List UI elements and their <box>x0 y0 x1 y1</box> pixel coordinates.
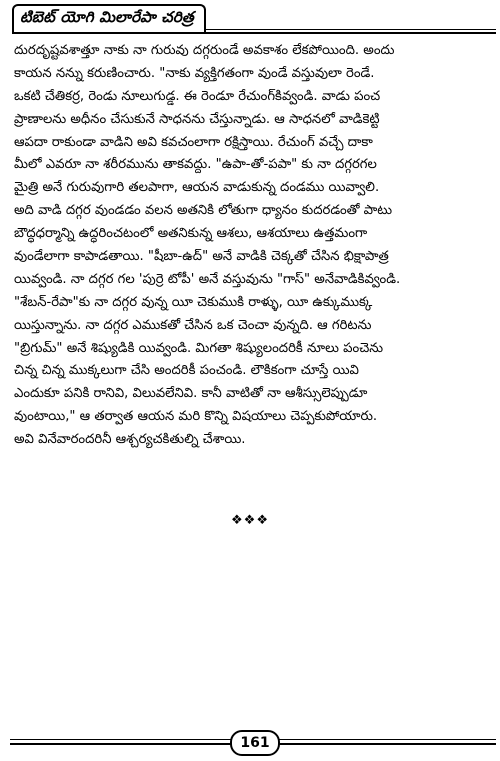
text-line: బౌద్ధధర్మాన్ని ఉద్ధరించటంలో అతనికున్న ఆశలు, ఆశయాలు ఉత్తమంగా <box>14 226 368 242</box>
text-line: కాయన నన్ను కరుణించారు. "నాకు వ్యక్తిగతంగా వుండే వస్తువులా రెండే. <box>14 65 375 81</box>
running-title-box <box>12 4 206 32</box>
text-line: "శేబన్-రేపా"కు నా దగ్గర వున్న యీ చెకుముకి రాళ్ళు, యీ ఉక్కుముక్క <box>14 294 373 310</box>
text-line: మైత్రి అనే గురువుగారి తలపాగా, ఆయన వాడుకున్న దండము యివ్వాలి. <box>14 180 380 196</box>
text-line: వుంటాయి," ఆ తర్వాత ఆయన మరి కొన్ని విషయాలు చెప్పకుపోయారు. <box>14 409 378 425</box>
text-line: "బ్రిగుమ్" అనే శిష్యుడికి యివ్వండి. మిగతా శిష్యులందరికీ నూలు పంచెను <box>14 340 384 356</box>
text-line: చిన్న చిన్న ముక్కలుగా చేసి అందరికీ పంచండి. లౌకికంగా చూస్తే యివి <box>14 363 359 379</box>
page-footer <box>10 730 496 754</box>
text-line: అవి వినేవారందరినీ ఆశ్చర్యచకితుల్ని చేశాయి. <box>14 432 246 448</box>
text-line: మీలో ఎవరూ నా శరీరమును తాకవద్దు. "ఉపా-తో-పపా" కు నా దగ్గరగల <box>14 157 377 173</box>
text-line: అది వాడి దగ్గర వుండడం వలన అతనికి లోతుగా ధ్యానం కుదరడంతో పాటు <box>14 203 393 219</box>
text-line: ఎందుకూ పనికి రానివి, విలువలేనివి. కానీ వాటితో నా ఆశీస్సులెప్పుడూ <box>14 386 368 402</box>
text-line: ప్రాణాలను అధీనం చేసుకునే సాధనను చేస్తున్నాడు. ఆ సాధనలో వాడికెట్టి <box>14 111 380 127</box>
text-line: ఆపదా రాకుండా వాడిని అవి కవచంలాగా రక్షిస్తాయి. రేచుంగ్ వచ్చే దాకా <box>14 134 373 150</box>
page-number: 161 <box>240 735 270 751</box>
header-rule-thick <box>12 32 496 34</box>
text-line: ఒకటి చేతికర్ర, రెండు నూలుగుడ్డ. ఈ రెండూ రేచుంగ్‌కివ్వండి. వాడు పంచ <box>14 88 381 104</box>
page-number-box <box>230 730 280 756</box>
section-end-ornament: ❖❖❖ <box>231 513 269 528</box>
text-line: దురదృష్టవశాత్తూ నాకు నా గురువు దగ్గరుండే అవకాశం లేకపోయింది. అందు <box>14 43 395 58</box>
body-text <box>14 40 488 452</box>
running-title: టిబెట్ యోగి మిలారేపా చరిత్ర <box>20 8 194 26</box>
page-header <box>12 0 496 36</box>
text-line: వుండేలాగా కాపాడతాయి. "షీబా-ఉద్" అనే వాడికి చెక్కతో చేసిన భిక్షాపాత్ర <box>14 249 389 265</box>
text-line: యివ్వండి. నా దగ్గర గల 'పుర్రె టోపీ' అనే వస్తువును "గాస్" అనేవాడికివ్వండి. <box>14 271 401 287</box>
text-line: యిస్తున్నాను. నా దగ్గర ఎముకతో చేసిన ఒక చెంచా వున్నది. ఆ గరిటను <box>14 317 372 333</box>
